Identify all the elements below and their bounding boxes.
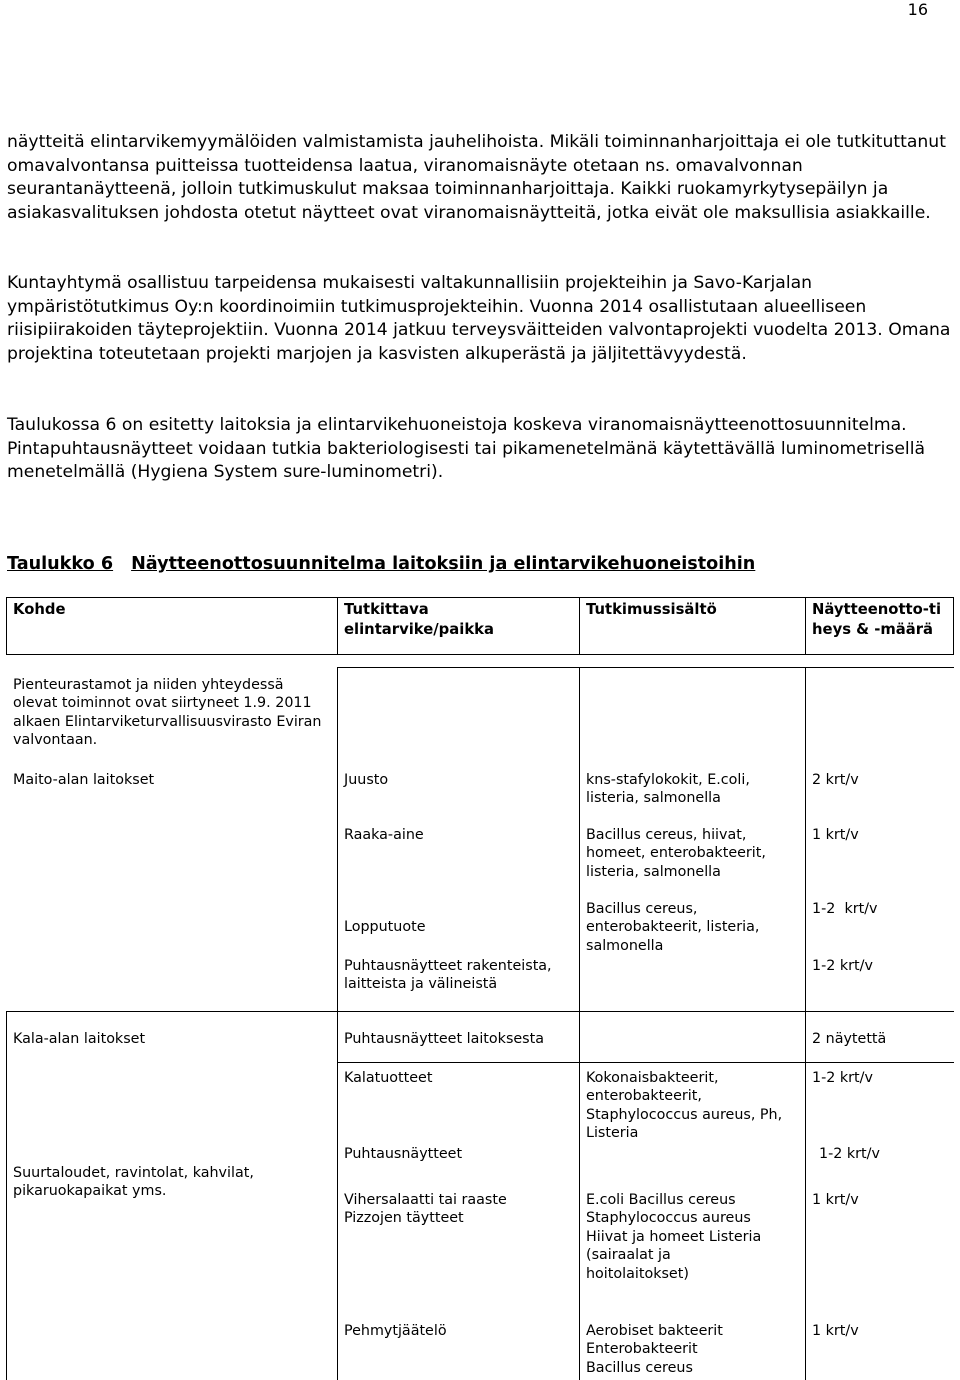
table-border	[6, 597, 954, 598]
table-border	[805, 667, 806, 1380]
suurtalous-row-4-sisalto: Aerobiset bakteerit Enterobakteerit Bacillus cereus	[586, 1323, 723, 1376]
maito-row-3-sisalto: Bacillus cereus, enterobakteerit, listeria, salmonella	[586, 901, 760, 954]
suurtalous-row-3-tutkittava: Vihersalaatti tai raaste Pizzojen täytteet	[344, 1192, 507, 1227]
table-border	[6, 654, 954, 655]
header-naytteenotto-maara: Näytteenotto-ti heys & -määrä	[812, 601, 942, 638]
table-caption-title: Näytteenottosuunnitelma laitoksiin ja elintarvikehuoneistoihin	[131, 554, 756, 574]
suurtalous-row-2-maara: 1-2 krt/v	[819, 1146, 880, 1162]
header-tutkimussisalto: Tutkimussisältö	[586, 601, 717, 618]
kohde-maito-alan: Maito-alan laitokset	[13, 772, 155, 788]
kohde-suurtaloudet: Suurtaloudet, ravintolat, kahvilat, pikaruokapaikat yms.	[13, 1165, 254, 1200]
maito-row-3-tutkittava: Lopputuote	[344, 919, 426, 935]
maito-row-4-maara: 1-2 krt/v	[812, 958, 873, 974]
suurtalous-row-1-sisalto: Kokonaisbakteerit, enterobakteerit, Staphylococcus aureus, Ph, Listeria	[586, 1070, 783, 1142]
paragraph-1: näytteitä elintarvikemyymälöiden valmistamista jauhelihoista. Mikäli toiminnanharjoittaja ei ole tutkituttanut omavalvontansa puitteissa tuotteidensa laatua, viranomaisnäyte otetaan ns. omavalvonnan seurantanäytteenä, jolloin tutkimuskulut maksaa toiminnanharjoittaja. Kaikki ruokamyrkytysepäilyn ja asiakasvalituksen johdosta otetut näytteet ovat viranomaisnäytteitä, jotka eivät ole maksullisia asiakkaille.	[7, 132, 946, 223]
table-caption	[7, 554, 755, 574]
table-border	[6, 1011, 7, 1380]
kala-tutkittava: Puhtausnäytteet laitoksesta	[344, 1031, 545, 1047]
suurtalous-row-3-sisalto: E.coli Bacillus cereus Staphylococcus aureus Hiivat ja homeet Listeria (sairaalat ja hoitolaitokset)	[586, 1192, 762, 1282]
table-border	[579, 597, 580, 655]
suurtalous-row-4-tutkittava: Pehmytjäätelö	[344, 1323, 447, 1339]
header-kohde: Kohde	[13, 601, 66, 618]
maito-row-3-maara: 1-2 krt/v	[812, 901, 878, 917]
kala-maara: 2 näytettä	[812, 1031, 887, 1047]
kohde-kala-alan: Kala-alan laitokset	[13, 1031, 146, 1047]
table-border	[337, 667, 338, 1380]
maito-row-4-tutkittava: Puhtausnäytteet rakenteista, laitteista ja välineistä	[344, 958, 552, 993]
table-border	[805, 597, 806, 655]
maito-row-2-tutkittava: Raaka-aine	[344, 827, 424, 843]
maito-row-1-tutkittava: Juusto	[344, 772, 389, 788]
suurtalous-row-2-tutkittava: Puhtausnäytteet	[344, 1146, 463, 1162]
maito-row-2-sisalto: Bacillus cereus, hiivat, homeet, enterobakteerit, listeria, salmonella	[586, 827, 766, 880]
suurtalous-row-3-maara: 1 krt/v	[812, 1192, 859, 1208]
maito-row-1-sisalto: kns-stafylokokit, E.coli, listeria, salmonella	[586, 772, 750, 807]
maito-row-2-maara: 1 krt/v	[812, 827, 859, 843]
table-border	[337, 667, 954, 668]
paragraph-2: Kuntayhtymä osallistuu tarpeidensa mukaisesti valtakunnallisiin projekteihin ja Savo-Karjalan ympäristötutkimus Oy:n koordinoimiin tutkimusprojekteihin. Vuonna 2014 osallistutaan alueelliseen riisipiirakoiden täyteprojektiin. Vuonna 2014 jatkuu terveysväitteiden valvontaprojekti vuodelta 2013. Omana projektina toteutetaan projekti marjojen ja kasvisten alkuperästä ja jäljitettävyydestä.	[7, 273, 951, 364]
table-border	[579, 667, 580, 1380]
table-border	[6, 597, 7, 655]
table-caption-label: Taulukko 6	[7, 554, 114, 574]
suurtalous-row-1-tutkittava: Kalatuotteet	[344, 1070, 433, 1086]
table-border	[6, 1011, 954, 1012]
table-border	[953, 597, 954, 655]
header-tutkittava: Tutkittava elintarvike/paikka	[344, 601, 494, 638]
suurtalous-row-1-maara: 1-2 krt/v	[812, 1070, 873, 1086]
paragraph-3: Taulukossa 6 on esitetty laitoksia ja elintarvikehuoneistoja koskeva viranomaisnäytteenottosuunnitelma. Pintapuhtausnäytteet voidaan tutkia bakteriologisesti tai pikamenetelmänä käytettävällä luminometrisellä menetelmällä (Hygiena System sure-luminometri).	[7, 415, 926, 483]
table-border	[337, 1062, 954, 1063]
pienteurastamot-note: Pienteurastamot ja niiden yhteydessä olevat toiminnot ovat siirtyneet 1.9. 2011 alkaen Elintarviketurvallisuusvirasto Eviran valvontaan.	[13, 677, 322, 749]
maito-row-1-maara: 2 krt/v	[812, 772, 859, 788]
table-border	[337, 597, 338, 655]
suurtalous-row-4-maara: 1 krt/v	[812, 1323, 859, 1339]
page-number: 16	[907, 0, 928, 19]
